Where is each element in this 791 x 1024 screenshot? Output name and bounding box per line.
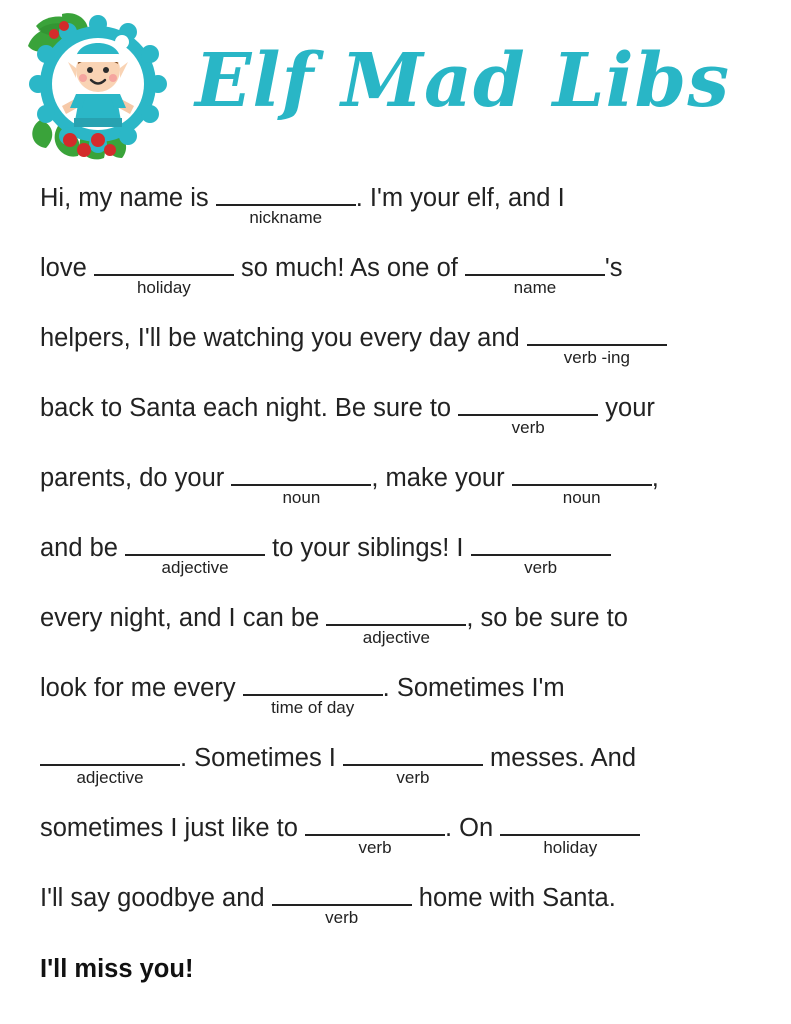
story-text: so much! As one of (233, 254, 465, 282)
fill-in-blank[interactable] (231, 462, 371, 507)
blank-hint-label: verb (524, 558, 558, 577)
fill-in-blank[interactable] (458, 392, 598, 437)
story-text: . On (445, 814, 501, 842)
blank-hint-label: verb (325, 908, 359, 927)
story-text: home with Santa. (411, 884, 616, 912)
blank-hint-label: adjective (161, 558, 229, 577)
story-line (40, 602, 755, 672)
blank-rule[interactable] (500, 812, 640, 836)
story-text: your (598, 394, 655, 422)
fill-in-blank[interactable] (512, 462, 652, 507)
story-line (40, 252, 755, 322)
blank-rule[interactable] (527, 322, 667, 346)
story-line (40, 812, 755, 882)
blank-hint-label: holiday (136, 278, 191, 297)
story-text: Hi, my name is (40, 184, 216, 212)
blank-rule[interactable] (94, 252, 234, 276)
fill-in-blank[interactable] (500, 812, 640, 857)
blank-hint-label: name (513, 278, 557, 297)
fill-in-blank[interactable] (326, 602, 466, 647)
page-header (0, 0, 791, 170)
fill-in-blank[interactable] (125, 532, 265, 577)
closing-line: I'll miss you! (40, 955, 194, 983)
fill-in-blank[interactable] (272, 882, 412, 927)
story-text: , so be sure to (466, 604, 628, 632)
blank-rule[interactable] (125, 532, 265, 556)
fill-in-blank[interactable] (527, 322, 667, 367)
elf-wreath-logo-icon (18, 8, 178, 168)
blank-rule[interactable] (40, 742, 180, 766)
blank-hint-label: adjective (362, 628, 430, 647)
story-line (40, 322, 755, 392)
blank-rule[interactable] (231, 462, 371, 486)
story-line (40, 532, 755, 602)
page-title: Elf Mad Libs (195, 38, 731, 124)
blank-hint-label: holiday (543, 838, 598, 857)
story-text: every night, and I can be (40, 604, 327, 632)
story-line (40, 672, 755, 742)
story-text: I'll say goodbye and (40, 884, 272, 912)
fill-in-blank[interactable] (216, 182, 356, 227)
story-text: parents, do your (40, 464, 232, 492)
blank-rule[interactable] (305, 812, 445, 836)
story-text: . Sometimes I (180, 744, 343, 772)
story-text: , (651, 464, 659, 492)
fill-in-blank[interactable] (305, 812, 445, 857)
blank-rule[interactable] (458, 392, 598, 416)
story-text: helpers, I'll be watching you every day and (40, 324, 527, 352)
story-text: sometimes I just like to (40, 814, 305, 842)
story-text: messes. And (482, 744, 637, 772)
blank-hint-label: verb (358, 838, 392, 857)
fill-in-blank[interactable] (343, 742, 483, 787)
story-text: look for me every (40, 674, 243, 702)
blank-rule[interactable] (512, 462, 652, 486)
blank-rule[interactable] (326, 602, 466, 626)
blank-rule[interactable] (471, 532, 611, 556)
blank-hint-label: verb (396, 768, 430, 787)
blank-rule[interactable] (343, 742, 483, 766)
fill-in-blank[interactable] (94, 252, 234, 297)
blank-rule[interactable] (272, 882, 412, 906)
story-text: to your siblings! I (265, 534, 471, 562)
story-line (40, 462, 755, 532)
fill-in-blank[interactable] (465, 252, 605, 297)
story-body (40, 182, 755, 952)
blank-hint-label: nickname (249, 208, 323, 227)
blank-hint-label: verb -ing (563, 348, 630, 367)
blank-hint-label: adjective (76, 768, 144, 787)
blank-hint-label: noun (282, 488, 321, 507)
story-text: love (40, 254, 94, 282)
story-text: . I'm your elf, and I (355, 184, 565, 212)
story-text: and be (40, 534, 126, 562)
fill-in-blank[interactable] (243, 672, 383, 717)
blank-rule[interactable] (243, 672, 383, 696)
story-line (40, 392, 755, 462)
blank-hint-label: time of day (271, 698, 355, 717)
blank-hint-label: noun (562, 488, 601, 507)
story-text: , make your (371, 464, 512, 492)
story-line (40, 882, 755, 952)
blank-rule[interactable] (465, 252, 605, 276)
story-text: 's (604, 254, 623, 282)
story-text: . Sometimes I'm (382, 674, 565, 702)
story-text: back to Santa each night. Be sure to (40, 394, 459, 422)
fill-in-blank[interactable] (40, 742, 180, 787)
fill-in-blank[interactable] (471, 532, 611, 577)
blank-rule[interactable] (216, 182, 356, 206)
story-line (40, 742, 755, 812)
blank-hint-label: verb (511, 418, 545, 437)
story-line (40, 182, 755, 252)
